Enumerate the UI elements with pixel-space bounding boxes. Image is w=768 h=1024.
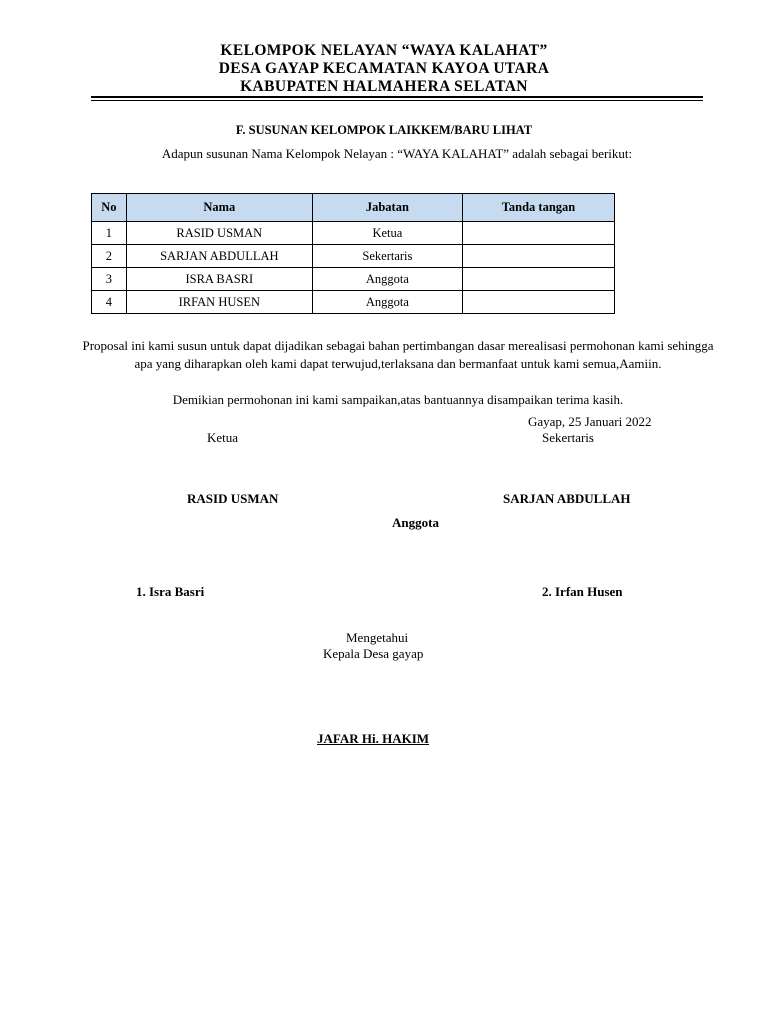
ketua-label: Ketua — [207, 430, 239, 445]
header-rule-thick — [91, 96, 703, 98]
intro-text: Adapun susunan Nama Kelompok Nelayan : “WAYA KALAHAT” adalah sebagai berikut: — [161, 146, 633, 161]
place-date: Gayap, 25 Januari 2022 — [528, 414, 652, 429]
cell-jabatan: Anggota — [312, 268, 462, 291]
table-row — [92, 245, 615, 268]
cell-nama: IRFAN HUSEN — [126, 291, 312, 314]
anggota-label: Anggota — [392, 515, 439, 530]
member-table — [91, 193, 615, 314]
cell-signature — [462, 222, 614, 245]
anggota-2-name: 2. Irfan Husen — [542, 584, 623, 599]
cell-signature — [462, 291, 614, 314]
cell-no: 2 — [92, 245, 127, 268]
proposal-paragraph: Proposal ini kami susun untuk dapat dijadikan sebagai bahan pertimbangan dasar merealisasi permohonan kami sehingga apa yang diharapkan oleh kami dapat terwujud,terlaksana dan bermanfaat untuk kami semua,Aamiin. — [82, 338, 714, 371]
closing-paragraph: Demikian permohonan ini kami sampaikan,atas bantuannya disampaikan terima kasih. — [172, 392, 624, 407]
table-row — [92, 268, 615, 291]
header-rule-thin — [91, 100, 703, 101]
cell-no: 3 — [92, 268, 127, 291]
cell-signature — [462, 268, 614, 291]
section-title: F. SUSUNAN KELOMPOK LAIKKEM/BARU LIHAT — [235, 123, 533, 137]
cell-jabatan: Anggota — [312, 291, 462, 314]
cell-nama: SARJAN ABDULLAH — [126, 245, 312, 268]
cell-jabatan: Sekertaris — [312, 245, 462, 268]
col-header-jabatan: Jabatan — [312, 194, 462, 222]
mengetahui-label: Mengetahui — [346, 630, 409, 645]
header-line-3: KABUPATEN HALMAHERA SELATAN — [240, 78, 528, 95]
cell-nama: RASID USMAN — [126, 222, 312, 245]
anggota-1-name: 1. Isra Basri — [136, 584, 205, 599]
table-row — [92, 291, 615, 314]
ketua-name: RASID USMAN — [187, 491, 279, 506]
cell-jabatan: Ketua — [312, 222, 462, 245]
cell-signature — [462, 245, 614, 268]
table-header-row — [92, 194, 615, 222]
header-line-1: KELOMPOK NELAYAN “WAYA KALAHAT” — [220, 42, 548, 59]
cell-nama: ISRA BASRI — [126, 268, 312, 291]
cell-no: 4 — [92, 291, 127, 314]
col-header-no: No — [92, 194, 127, 222]
kepala-desa-name: JAFAR Hi. HAKIM — [317, 731, 430, 746]
cell-no: 1 — [92, 222, 127, 245]
sekertaris-name: SARJAN ABDULLAH — [503, 491, 631, 506]
sekertaris-label: Sekertaris — [542, 430, 594, 445]
header-line-2: DESA GAYAP KECAMATAN KAYOA UTARA — [218, 60, 550, 77]
col-header-tanda-tangan: Tanda tangan — [462, 194, 614, 222]
table-row — [92, 222, 615, 245]
col-header-nama: Nama — [126, 194, 312, 222]
kepala-desa-label: Kepala Desa gayap — [323, 646, 424, 661]
